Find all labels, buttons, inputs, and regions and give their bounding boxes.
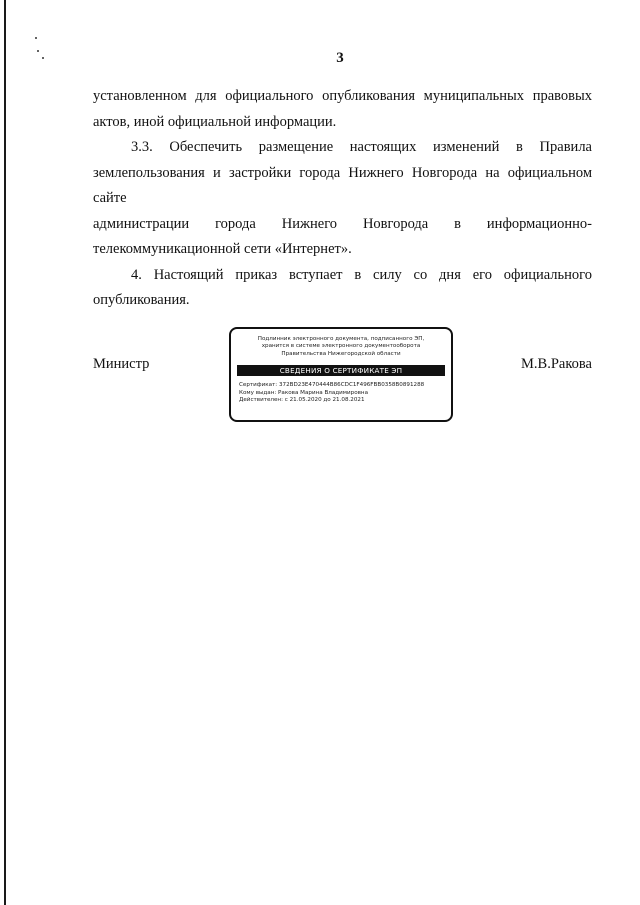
paragraph-2-line-1-text: 3.3. Обеспечить размещение настоящих изменений в Правила: [131, 139, 592, 155]
stamp-title-bar: СВЕДЕНИЯ О СЕРТИФИКАТЕ ЭП: [237, 365, 445, 376]
signer-role: Министр: [93, 356, 150, 372]
paragraph-1-line-2: актов, иной официальной информации.: [93, 113, 337, 130]
stamp-header-line: Правительства Нижегородской области: [281, 350, 401, 357]
paragraph-2-line-3: администрации города Нижнего Новгорода в информационно-: [93, 215, 592, 232]
electronic-signature-stamp: [229, 327, 453, 422]
issued-to-label: Кому выдан:: [239, 389, 277, 396]
validity-label: Действителен:: [239, 397, 283, 404]
stamp-header: [231, 336, 451, 358]
scan-speck: [35, 37, 37, 39]
signer-name: М.В.Ракова: [521, 356, 592, 372]
paragraph-1-line-1: установленном для официального опубликования муниципальных правовых: [93, 88, 592, 104]
paragraph-2-line-1: [93, 135, 592, 161]
paragraph-2-line-4: телекоммуникационной сети «Интернет».: [93, 241, 352, 257]
page-number: 3: [336, 50, 344, 66]
certificate-value: 372BD23E470444B86CDC1F496FBB0358B0891288: [278, 382, 425, 389]
validity-row: [239, 397, 451, 405]
stamp-header-line: Подлинник электронного документа, подписанного ЭП,: [257, 336, 425, 342]
certificate-row: [239, 382, 451, 390]
issued-to-value: Ракова Марина Владимировна: [278, 389, 369, 396]
validity-value: с 21.05.2020 до 21.08.2021: [284, 397, 365, 404]
stamp-details: [239, 382, 451, 405]
paragraph-2-line-2: землепользования и застройки города Нижнего Новгорода на официальном сайте: [93, 164, 592, 206]
paragraph-3-line-1: 4. Настоящий приказ вступает в силу со дня его официального: [131, 266, 592, 283]
stamp-header-line: хранится в системе электронного документооборота: [261, 343, 421, 350]
body-text: [93, 84, 592, 314]
page-left-edge: [4, 0, 6, 905]
paragraph-3-line-2: опубликования.: [93, 292, 190, 308]
certificate-label: Сертификат:: [239, 382, 278, 389]
